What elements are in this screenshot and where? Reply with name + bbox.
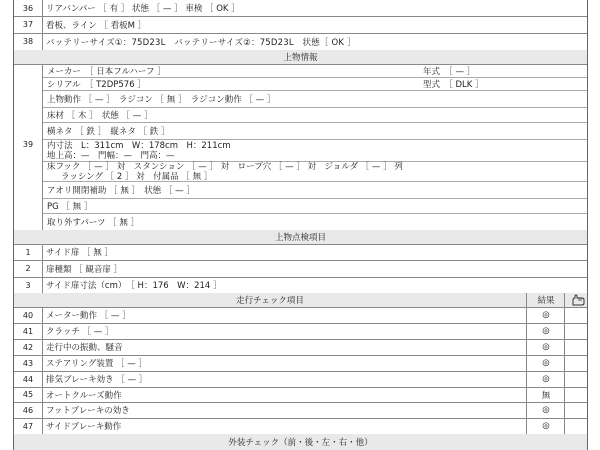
result-cell[interactable]: ◎ xyxy=(526,355,565,371)
row-44: 44 排気ブレーキ効き ［ — ］ ◎ xyxy=(14,371,587,388)
result-cell[interactable]: ◎ xyxy=(526,371,565,387)
row-number: 3 xyxy=(14,277,43,293)
result-cell[interactable]: ◎ xyxy=(526,323,565,339)
row-46: 46 フットブレーキの効き ◎ xyxy=(14,402,587,419)
section-header-gaisou: 外装チェック（前・後・左・右・他） xyxy=(14,434,587,450)
row-37 xyxy=(14,16,587,34)
row39-aori: アオリ開閉補助 ［ 無 ］ 状態 ［ — ］ xyxy=(43,181,587,199)
row39-floor: 床材 ［ 木 ］ 状態 ［ — ］ xyxy=(43,107,587,123)
row39-hooks: 床フック ［ — ］ 対 スタンション ［ — ］ 対 ロープ穴 ［ — ］ 対 ジョルダ ［ — ］ 列 ラッシング ［ 2 ］ 対 付属品 ［ 無 ］ xyxy=(43,161,587,182)
row39-dimensions: 内寸法 L：311cm W：178cm H：211cm 地上高：— 門幅：— 門高：— xyxy=(43,139,587,162)
row39-pg: PG ［ 無 ］ xyxy=(43,198,587,214)
row-47: 47 サイドブレーキ動作 ◎ xyxy=(14,418,587,435)
row39-beams: 横ネタ ［ 鉄 ］ 縦ネタ ［ 鉄 ］ xyxy=(43,122,587,140)
row-number: 39 xyxy=(14,64,43,230)
result-cell[interactable]: 無 xyxy=(526,387,565,402)
row-3: 3 サイド扉寸法（cm） ［ H：176 W：214 ］ xyxy=(14,277,587,294)
result-cell[interactable]: ◎ xyxy=(526,339,565,355)
section-header-tenken: 上物点検項目 xyxy=(14,230,587,245)
row-2: 2 扉種類 ［ 観音扉 ］ xyxy=(14,260,587,278)
result-cell[interactable]: ◎ xyxy=(526,418,565,434)
row-text: 看板、ライン ［ 看板M ］ xyxy=(46,20,147,31)
result-cell[interactable]: ◎ xyxy=(526,307,565,323)
section-header-check: 走行チェック項目 結果 xyxy=(14,293,587,308)
row-number: 36 xyxy=(14,0,43,16)
row-number: 37 xyxy=(14,16,43,33)
row-43: 43 ステアリング装置 ［ — ］ ◎ xyxy=(14,355,587,372)
row-36 xyxy=(14,0,587,17)
hand-pointer-icon[interactable] xyxy=(564,293,587,307)
row-text: バッテリーサイズ①：75D23L バッテリーサイズ②：75D23L 状態［ OK ］ xyxy=(46,37,356,48)
row-number: 2 xyxy=(14,260,43,277)
row-42: 42 走行中の振動、騒音 ◎ xyxy=(14,339,587,356)
section-header-uwamono: 上物情報 xyxy=(14,50,587,65)
row39-removable-parts: 取り外すパーツ ［ 無 ］ xyxy=(47,217,140,228)
row39-serial: シリアル ［ T2DP576 ］ 型式 ［ DLK ］ xyxy=(43,77,587,91)
row-text: リアバンパー ［ 有 ］ 状態 ［ — ］ 車検 ［ OK ］ xyxy=(46,4,240,14)
row-number: 38 xyxy=(14,33,43,50)
row-number: 1 xyxy=(14,244,43,260)
row-1: 1 サイド扉 ［ 無 ］ xyxy=(14,244,587,261)
row39-maker: メーカー ［ 日本フルハーフ ］ 年式 ［ — ］ xyxy=(43,64,587,78)
row-40: 40 メーター動作 ［ — ］ ◎ xyxy=(14,307,587,324)
result-cell[interactable]: ◎ xyxy=(526,402,565,418)
row-41: 41 クラッチ ［ — ］ ◎ xyxy=(14,323,587,340)
row-45: 45 オートクルーズ動作 無 xyxy=(14,387,587,403)
result-column-header: 結果 xyxy=(526,293,565,307)
row-38 xyxy=(14,33,587,51)
inspection-sheet xyxy=(13,0,588,450)
row39-operation: 上物動作 ［ — ］ ラジコン ［ 無 ］ ラジコン動作 ［ — ］ xyxy=(43,90,587,108)
